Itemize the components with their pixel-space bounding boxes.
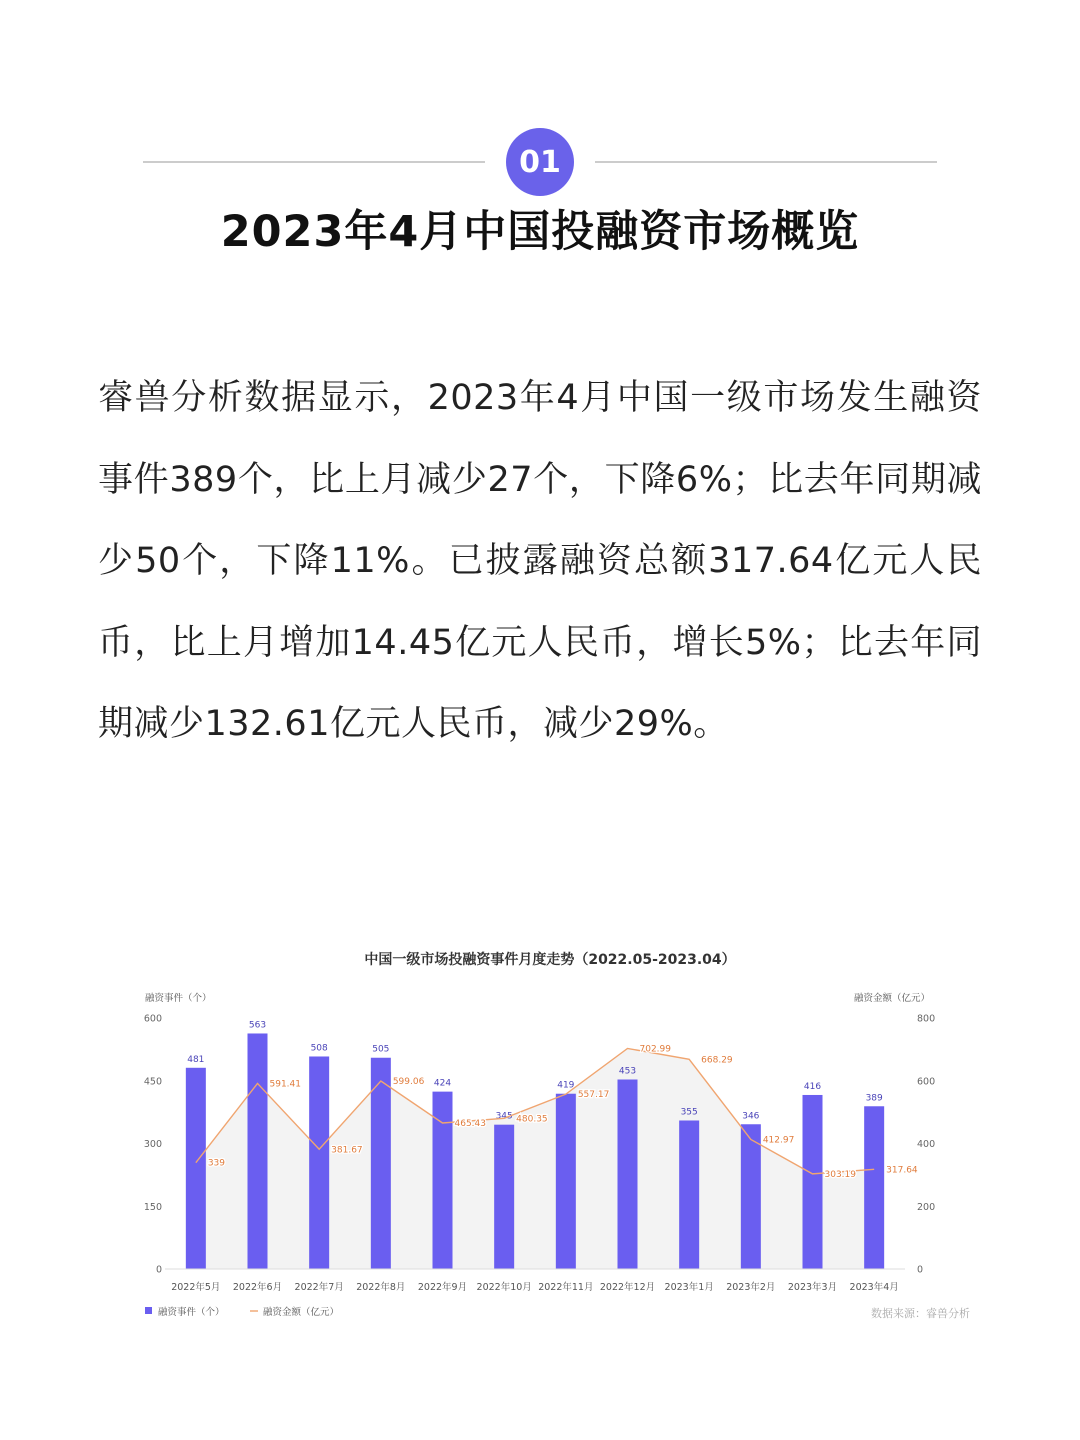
x-tick-label: 2022年10月 (476, 1282, 532, 1293)
left-divider (143, 161, 485, 163)
page-title: 2023年4月中国投融资市场概览 (220, 207, 860, 257)
x-tick-label: 2022年5月 (171, 1282, 221, 1293)
amount-point-label: 480.35 (516, 1114, 548, 1125)
event-bar (309, 1056, 329, 1269)
summary-paragraph: 睿兽分析数据显示，2023年4月中国一级市场发生融资事件389个，比上月减少27个，下降6%；比去年同期减少50个，下降11%。已披露融资总额317.64亿元人民币，比上月增加14.45亿元人民币，增长5%；比去年同期减少132.61亿元人民币，减少29%。 (98, 378, 982, 744)
amount-point-label: 339 (207, 1158, 226, 1169)
event-bar (864, 1106, 884, 1269)
x-tick-label: 2022年7月 (294, 1282, 344, 1293)
amount-point-label: 317.64 (886, 1165, 918, 1176)
chart-title: 中国一级市场投融资事件月度走势（2022.05-2023.04） (364, 952, 736, 968)
amount-point-label: 702.99 (639, 1044, 671, 1055)
x-tick-label: 2022年6月 (232, 1282, 283, 1293)
left-tick-label: 150 (143, 1201, 162, 1213)
combo-chart (110, 940, 990, 1330)
left-tick-label: 450 (143, 1076, 162, 1088)
event-bar (803, 1095, 823, 1269)
event-bar (741, 1124, 761, 1269)
event-bar-label: 563 (248, 1020, 267, 1031)
x-tick-label: 2023年1月 (664, 1282, 714, 1293)
legend-bar-label: 融资事件（个） (158, 1307, 225, 1318)
amount-point-label: 591.41 (269, 1079, 301, 1090)
legend-bar-swatch (145, 1307, 152, 1314)
event-bar (679, 1120, 699, 1269)
event-bar (556, 1094, 576, 1269)
amount-point-label: 412.97 (762, 1135, 795, 1146)
event-bar-label: 389 (865, 1093, 883, 1104)
x-tick-label: 2022年11月 (538, 1282, 594, 1293)
x-tick-label: 2023年3月 (787, 1282, 838, 1293)
event-bar-label: 505 (372, 1044, 390, 1055)
x-tick-label: 2023年2月 (726, 1282, 776, 1293)
left-tick-label: 0 (155, 1264, 162, 1276)
legend-line-label: 融资金额（亿元） (263, 1307, 340, 1318)
event-bar-label: 419 (557, 1080, 575, 1091)
event-bar-label: 508 (310, 1043, 328, 1054)
event-bar-label: 345 (495, 1111, 513, 1122)
event-bar-label: 416 (803, 1081, 822, 1092)
right-tick-label: 200 (917, 1201, 936, 1213)
x-tick-label: 2022年8月 (356, 1282, 406, 1293)
chart-container (110, 940, 990, 1330)
amount-point-label: 557.17 (577, 1090, 610, 1101)
amount-point-label: 303.19 (824, 1169, 856, 1180)
amount-point-label: 465.43 (454, 1118, 486, 1129)
event-bar-label: 481 (187, 1054, 205, 1065)
right-divider (595, 161, 937, 163)
amount-point-label: 599.06 (392, 1077, 425, 1088)
section-header (0, 128, 1080, 196)
event-bar-label: 424 (433, 1078, 452, 1089)
event-bar (186, 1068, 206, 1269)
x-tick-label: 2022年9月 (417, 1282, 468, 1293)
left-tick-label: 300 (143, 1139, 162, 1150)
event-bar (618, 1079, 638, 1269)
x-tick-label: 2023年4月 (849, 1282, 899, 1293)
right-tick-label: 600 (917, 1076, 936, 1088)
event-bar (494, 1125, 514, 1269)
left-tick-label: 600 (143, 1013, 162, 1025)
left-axis-title: 融资事件（个） (145, 993, 212, 1004)
event-bar-label: 453 (618, 1066, 637, 1077)
source-note: 数据来源：睿兽分析 (871, 1307, 970, 1320)
right-axis-title: 融资金额（亿元） (853, 993, 930, 1004)
right-tick-label: 0 (917, 1264, 924, 1276)
event-bar (248, 1033, 268, 1269)
right-tick-label: 800 (917, 1013, 936, 1025)
amount-point-label: 381.67 (331, 1145, 363, 1156)
x-tick-label: 2022年12月 (599, 1282, 656, 1293)
right-tick-label: 400 (917, 1139, 936, 1150)
event-bar-label: 355 (680, 1107, 698, 1118)
event-bar-label: 346 (742, 1111, 760, 1122)
section-number-badge: 01 (506, 128, 574, 196)
amount-point-label: 668.29 (701, 1055, 733, 1066)
